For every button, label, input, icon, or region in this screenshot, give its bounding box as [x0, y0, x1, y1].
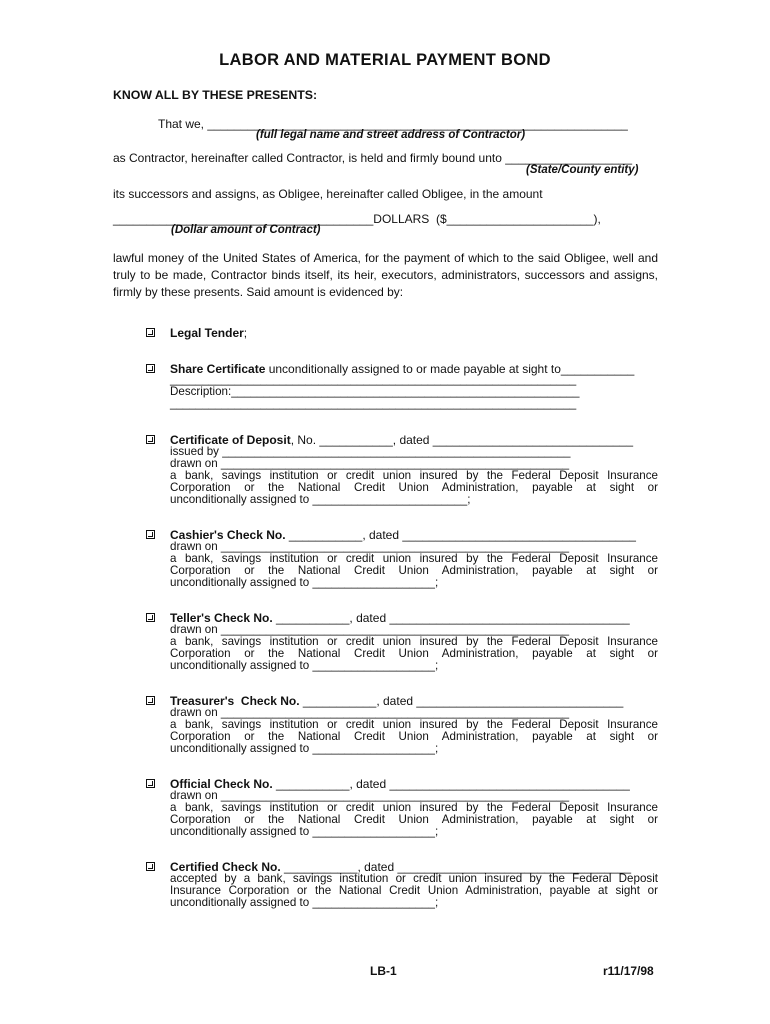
drawn-on-line: drawn on ______________________________________________________: [170, 706, 570, 719]
checkbox-icon[interactable]: [146, 613, 155, 622]
checkbox-icon[interactable]: [146, 435, 155, 444]
description-line: Description:______________________________________________________: [170, 385, 580, 398]
issued-by-line: issued by ______________________________________________________: [170, 445, 571, 458]
item-header: Teller's Check No. ___________, dated ____________________________________: [170, 611, 630, 625]
revision-date: r11/17/98: [603, 964, 654, 978]
assigned-line: unconditionally assigned to ___________________;: [170, 742, 439, 755]
item-header: Legal Tender;: [170, 326, 248, 340]
blank-line: _______________________________________________________________: [170, 397, 577, 410]
successors-line: its successors and assigns, as Obligee, hereinafter called Obligee, in the amount: [113, 187, 543, 201]
bank-text: a bank, savings institution or credit union insured by the Federal Deposit Insurance: [170, 552, 658, 565]
checkbox-icon[interactable]: [146, 779, 155, 788]
bank-text: a bank, savings institution or credit union insured by the Federal Deposit Insurance: [170, 635, 658, 648]
assigned-line: unconditionally assigned to ___________________;: [170, 896, 439, 909]
that-we-line: That we, _______________________________________________________________: [158, 117, 628, 131]
bank-text: Corporation or the National Credit Union Administration, payable at sight or: [170, 647, 658, 660]
entity-caption: (State/County entity): [526, 164, 639, 176]
as-contractor-line: as Contractor, hereinafter called Contractor, is held and firmly bound unto ___________________: [113, 151, 633, 165]
bank-text: Corporation or the National Credit Union Administration, payable at sight or: [170, 813, 658, 826]
item-header: Share Certificate unconditionally assigned to or made payable at sight to___________: [170, 362, 635, 376]
bank-text: a bank, savings institution or credit union insured by the Federal Deposit Insurance: [170, 469, 658, 482]
blank-line: _______________________________________________________________: [170, 373, 577, 386]
bank-text: accepted by a bank, savings institution or credit union insured by the Federal Deposit: [170, 872, 658, 885]
item-header: Certificate of Deposit, No. ___________, dated ______________________________: [170, 433, 634, 447]
assigned-line: unconditionally assigned to ________________________;: [170, 493, 471, 506]
bank-text: Corporation or the National Credit Union Administration, payable at sight or: [170, 730, 658, 743]
item-header: Cashier's Check No. ___________, dated ___________________________________: [170, 528, 636, 542]
drawn-on-line: drawn on ______________________________________________________: [170, 789, 570, 802]
checkbox-icon[interactable]: [146, 364, 155, 373]
drawn-on-line: drawn on ______________________________________________________: [170, 540, 570, 553]
checkbox-icon[interactable]: [146, 862, 155, 871]
page-number: LB-1: [370, 964, 397, 978]
drawn-on-line: drawn on ______________________________________________________: [170, 457, 570, 470]
checkbox-icon[interactable]: [146, 696, 155, 705]
checkbox-icon[interactable]: [146, 530, 155, 539]
assigned-line: unconditionally assigned to ___________________;: [170, 825, 439, 838]
amount-line: _______________________________________DOLLARS ($______________________),: [113, 212, 601, 226]
bank-text: a bank, savings institution or credit union insured by the Federal Deposit Insurance: [170, 801, 658, 814]
checkbox-icon[interactable]: [146, 328, 155, 337]
item-header: Treasurer's Check No. ___________, dated _______________________________: [170, 694, 624, 708]
item-header: Official Check No. ___________, dated ____________________________________: [170, 777, 630, 791]
assigned-line: unconditionally assigned to ___________________;: [170, 659, 439, 672]
bank-text: Corporation or the National Credit Union Administration, payable at sight or: [170, 564, 658, 577]
document-title: LABOR AND MATERIAL PAYMENT BOND: [219, 51, 551, 69]
contractor-caption: (full legal name and street address of Contractor): [256, 129, 526, 141]
item-header: Certified Check No. ___________, dated ___________________________________: [170, 860, 632, 874]
amount-caption: (Dollar amount of Contract): [171, 224, 321, 236]
bank-text: Corporation or the National Credit Union Administration, payable at sight or: [170, 481, 658, 494]
know-all-heading: KNOW ALL BY THESE PRESENTS:: [113, 88, 318, 102]
bank-text: Insurance Corporation or the National Credit Union Administration, payable at sight or: [170, 884, 658, 897]
lawful-money-paragraph: lawful money of the United States of America, for the payment of which to the said Obligee, well and truly to be made, Contractor binds itself, its heir, executors, administrators, successors and assigns, firmly by these presents. Said amount is evidenced by:: [113, 251, 658, 299]
drawn-on-line: drawn on ______________________________________________________: [170, 623, 570, 636]
assigned-line: unconditionally assigned to ___________________;: [170, 576, 439, 589]
bank-text: a bank, savings institution or credit union insured by the Federal Deposit Insurance: [170, 718, 658, 731]
